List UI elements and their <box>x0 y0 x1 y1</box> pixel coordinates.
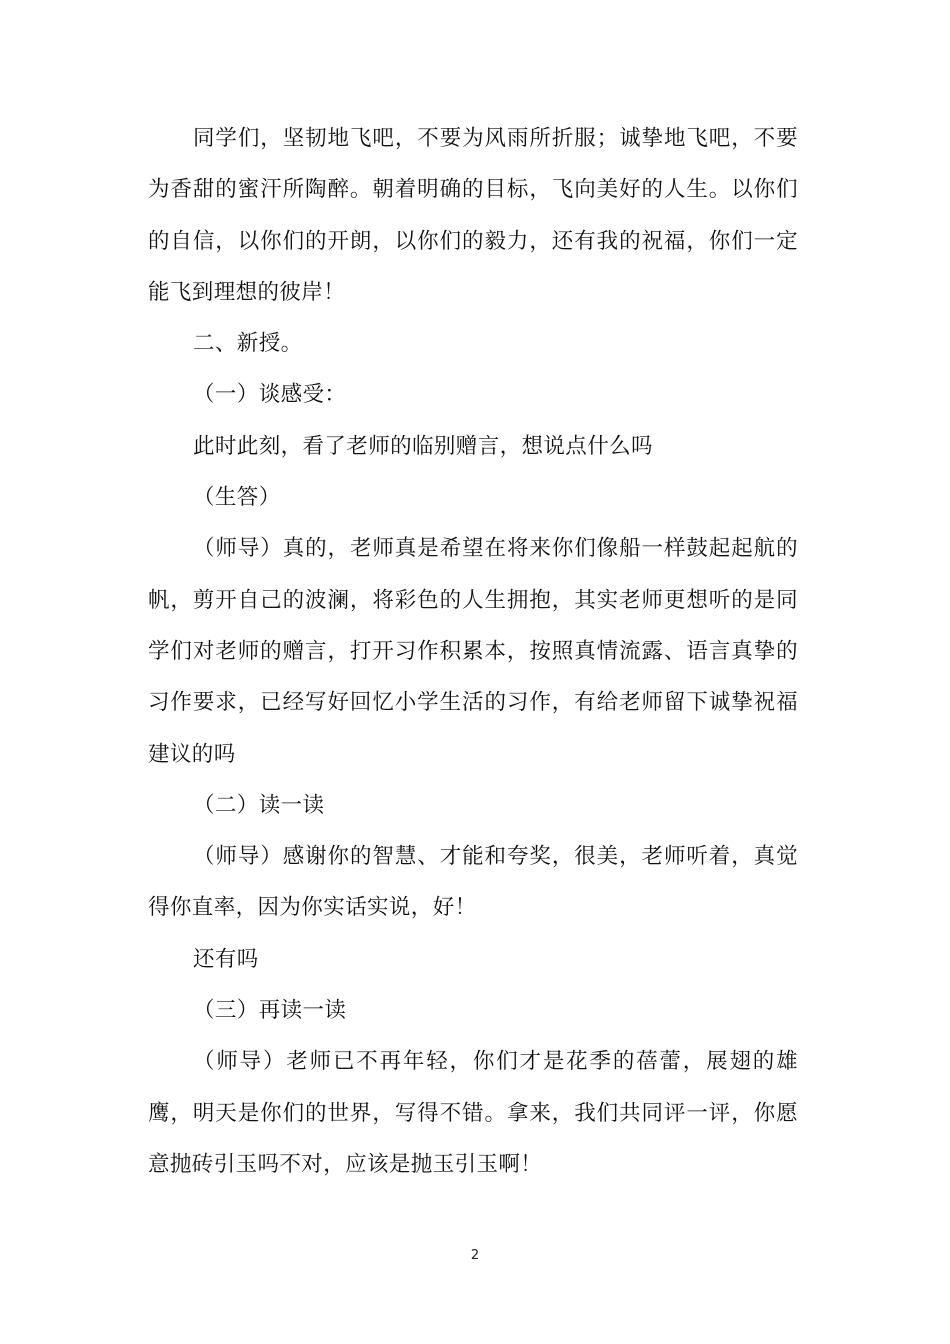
page-number: 2 <box>470 1248 480 1263</box>
section-heading-new-lesson: 二、新授。 <box>193 331 303 357</box>
document-body <box>148 113 798 1190</box>
paragraph-anyone-else: 还有吗 <box>193 946 259 972</box>
paragraph-teacher-guide-2: （师导）感谢你的智慧、才能和夸奖，很美，老师听着，真觉得你直率，因为你实话实说，好！ <box>148 844 798 921</box>
subheading-read-again: （三）再读一读 <box>193 998 347 1024</box>
paragraph-question: 此时此刻，看了老师的临别赠言，想说点什么吗 <box>193 433 653 459</box>
subheading-share-feelings: （一）谈感受： <box>193 382 347 408</box>
paragraph-teacher-guide-1: （师导）真的，老师真是希望在将来你们像船一样鼓起起航的帆，剪开自己的波澜，将彩色的人生拥抱，其实老师更想听的是同学们对老师的赠言，打开习作积累本，按照真情流露、语言真挚的习作要求，已经写好回忆小学生活的习作，有给老师留下诚挚祝福建议的吗 <box>148 536 798 767</box>
paragraph-student-answer: （生答） <box>193 485 281 511</box>
subheading-read: （二）读一读 <box>193 792 325 818</box>
paragraph-teacher-guide-3: （师导）老师已不再年轻，你们才是花季的蓓蕾，展翅的雄鹰，明天是你们的世界，写得不错。拿来，我们共同评一评，你愿意抛砖引玉吗不对，应该是抛玉引玉啊！ <box>148 1049 798 1177</box>
paragraph-encouragement: 同学们，坚韧地飞吧，不要为风雨所折服；诚挚地飞吧，不要为香甜的蜜汗所陶醉。朝着明确的目标，飞向美好的人生。以你们的自信，以你们的开朗，以你们的毅力，还有我的祝福，你们一定能飞到理想的彼岸！ <box>148 126 798 305</box>
